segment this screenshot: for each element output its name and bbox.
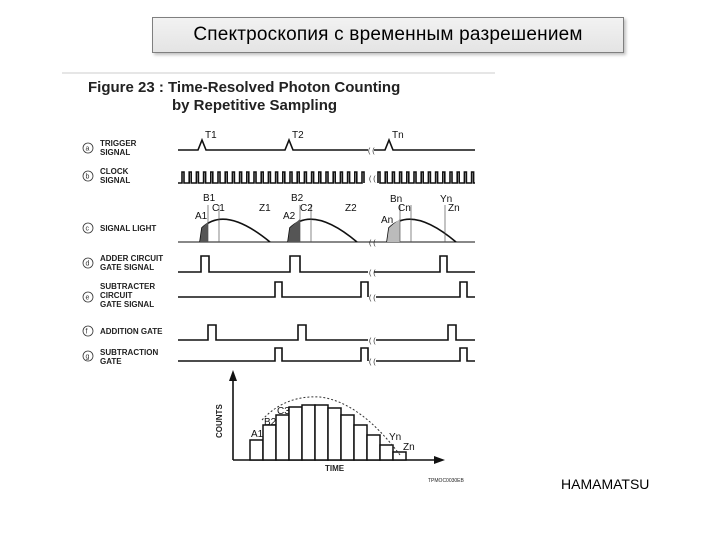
histogram-bar — [328, 408, 341, 460]
histogram-y-arrow — [229, 370, 237, 381]
trigger-mark-t2: T2 — [292, 130, 304, 141]
addition-gate-waveform — [178, 325, 475, 340]
histogram-bar — [289, 407, 302, 460]
hist-label-zn: Zn — [403, 442, 415, 453]
histogram-bar — [393, 452, 406, 460]
histogram-xlabel: TIME — [325, 464, 345, 473]
histogram-bar — [380, 445, 393, 460]
signal-mark-b2: B2 — [291, 193, 304, 204]
row-letter-f: f — [85, 328, 88, 336]
signal-mark-b1: B1 — [203, 193, 216, 204]
row-label-f-1: ADDITION GATE — [100, 327, 163, 336]
row-label-e-2: CIRCUIT — [100, 291, 133, 300]
break-marks — [369, 176, 376, 366]
break-mark-a: ( ( — [368, 148, 375, 155]
row-label-e-3: GATE SIGNAL — [100, 300, 155, 309]
svg-text:( (: ( ( — [369, 295, 376, 302]
slide-title-text: Спектроскопия с временным разрешением — [193, 24, 583, 45]
hist-label-c3: C3 — [277, 406, 290, 417]
adder-gate-waveform — [178, 256, 475, 272]
svg-text:( (: ( ( — [369, 176, 376, 183]
subtraction-gate-waveform — [178, 348, 475, 361]
histogram-bar — [315, 405, 328, 460]
signal-mark-yn: Yn — [440, 194, 453, 205]
row-label-c — [83, 223, 156, 233]
histogram-bar — [354, 425, 367, 460]
clock-waveform — [178, 172, 475, 183]
row-letter-e: e — [85, 294, 90, 302]
histogram-x-arrow — [434, 456, 445, 464]
histogram — [215, 370, 465, 484]
row-label-d-1: ADDER CIRCUIT — [100, 254, 164, 263]
figure-title-line2: by Repetitive Sampling — [172, 97, 338, 114]
svg-text:( (: ( ( — [369, 359, 376, 366]
row-label-a — [83, 139, 137, 157]
signal-mark-z1: Z1 — [259, 203, 271, 214]
row-label-d-2: GATE SIGNAL — [100, 263, 155, 272]
brand-label: HAMAMATSU — [561, 476, 650, 492]
row-label-g — [83, 348, 158, 366]
row-label-b — [83, 167, 130, 185]
signal-mark-cn: Cn — [398, 203, 411, 214]
signal-pulse-1 — [200, 219, 270, 242]
histogram-bar — [250, 440, 263, 460]
trigger-mark-t1: T1 — [205, 130, 217, 141]
row-letter-g: g — [85, 353, 90, 361]
row-label-c-1: SIGNAL LIGHT — [100, 224, 157, 233]
histogram-bar — [276, 415, 289, 460]
svg-text:( (: ( ( — [369, 270, 376, 277]
signal-mark-a1: A1 — [195, 211, 208, 222]
hist-label-a1: A1 — [251, 429, 264, 440]
row-label-e-1: SUBTRACTER — [100, 282, 156, 291]
signal-mark-bn: Bn — [390, 194, 403, 205]
histogram-ylabel: COUNTS — [215, 404, 224, 438]
histogram-bar — [341, 415, 354, 460]
row-label-a-2: SIGNAL — [100, 148, 131, 157]
figure-title-line1: Figure 23 : Time-Resolved Photon Counting — [88, 79, 401, 96]
histogram-bars — [250, 405, 406, 460]
row-label-b-2: SIGNAL — [100, 176, 131, 185]
row-label-b-1: CLOCK — [100, 167, 129, 176]
signal-mark-c1: C1 — [212, 203, 225, 214]
signal-shade-2 — [288, 219, 300, 242]
trigger-waveform — [178, 140, 475, 150]
row-label-g-1: SUBTRACTION — [100, 348, 159, 357]
row-label-f — [83, 326, 163, 336]
row-label-g-2: GATE — [100, 357, 122, 366]
row-letter-a: a — [85, 145, 90, 153]
svg-text:( (: ( ( — [369, 240, 376, 247]
histogram-bar — [302, 405, 315, 460]
signal-mark-an: An — [381, 215, 394, 226]
histogram-bar — [263, 425, 276, 460]
row-letter-d: d — [85, 260, 90, 268]
row-letter-c: c — [85, 225, 89, 233]
signal-mark-a2: A2 — [283, 211, 296, 222]
signal-mark-z2: Z2 — [345, 203, 357, 214]
signal-mark-zn: Zn — [448, 203, 460, 214]
subtracter-gate-waveform — [178, 282, 475, 297]
histogram-bar — [367, 435, 380, 460]
trigger-mark-tn: Tn — [392, 130, 404, 141]
hist-label-b2: B2 — [264, 417, 277, 428]
svg-text:( (: ( ( — [369, 338, 376, 345]
signal-mark-c2: C2 — [300, 203, 313, 214]
row-label-d — [83, 254, 163, 272]
row-label-a-1: TRIGGER — [100, 139, 137, 148]
hist-label-yn: Yn — [389, 432, 402, 443]
figure-code: TPMOC0030EB — [428, 478, 464, 484]
row-letter-b: b — [85, 173, 90, 181]
row-label-e — [83, 282, 155, 309]
